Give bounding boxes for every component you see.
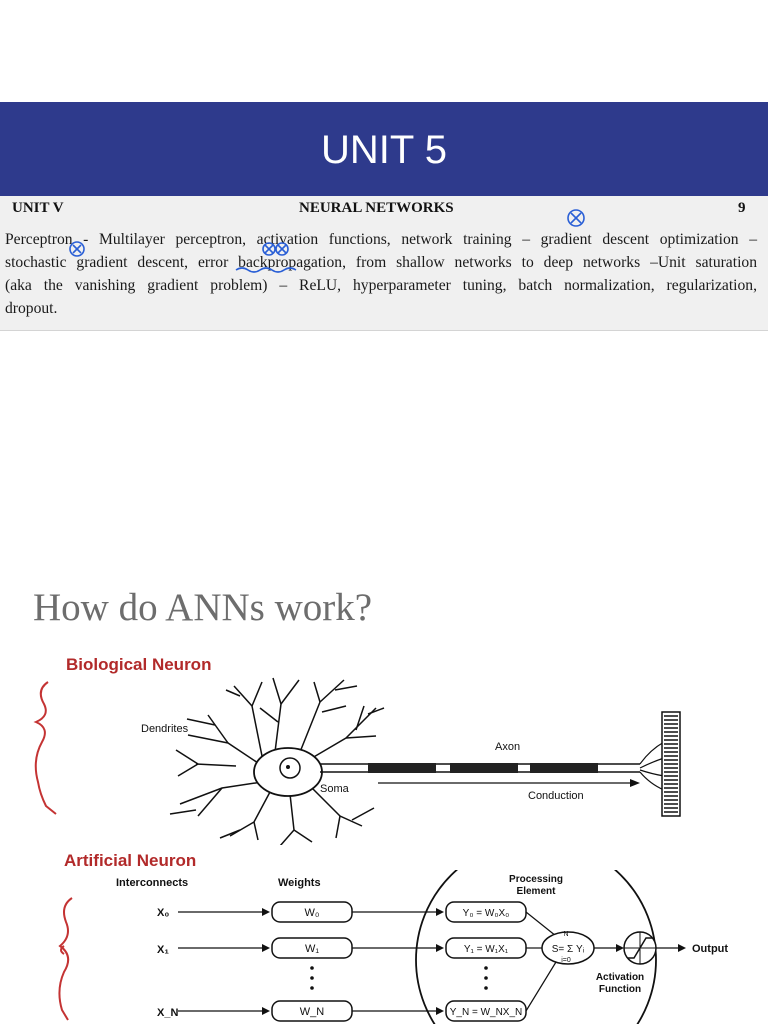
conduction-arrow [378, 779, 640, 787]
cross-mark-annotation [263, 243, 275, 255]
weight-w1: W₁ [304, 943, 320, 955]
syllabus-unit: UNIT V [12, 200, 64, 216]
red-brace-annotation [36, 682, 56, 814]
input-xn: X_N [157, 1007, 179, 1019]
dendrites-label: Dendrites [141, 723, 189, 735]
axon-terminals [640, 742, 664, 790]
biological-neuron-heading: Biological Neuron [66, 655, 212, 674]
syllabus-line: (aka the vanishing gradient problem) – ReLU, hyperparameter tuning, batch normalization, regularization, [5, 277, 757, 294]
input-row [157, 938, 526, 958]
soma-label: Soma [320, 783, 349, 795]
sum-lower-limit: i=0 [561, 957, 571, 964]
artificial-neuron-heading: Artificial Neuron [64, 851, 197, 870]
syllabus-subject: NEURAL NETWORKS [299, 200, 454, 216]
activation-function-node [624, 932, 656, 964]
weight-wn: W_N [299, 1006, 325, 1018]
weights-header: Weights [278, 877, 321, 889]
weight-w0: W₀ [304, 907, 320, 919]
input-x1: X₁ [157, 944, 169, 956]
banner-title: UNIT 5 [321, 128, 447, 172]
ellipsis-dots [310, 966, 488, 990]
squiggle-underline-annotation [236, 268, 296, 272]
red-brace-annotation [59, 898, 72, 1020]
cross-mark-annotation [276, 243, 288, 255]
axon-label: Axon [495, 741, 521, 753]
product-y1: Y₁ = W₁X₁ [463, 944, 509, 955]
input-row [157, 1001, 526, 1021]
activation-label-1: Activation [595, 972, 645, 983]
interconnects-header: Interconnects [116, 877, 189, 889]
processing-element-label-1: Processing [509, 874, 563, 885]
syllabus-line: stochastic gradient descent, error backpropagation, from shallow networks to deep networks –Unit saturation [5, 254, 757, 271]
muscle-comb [662, 712, 680, 816]
product-y0: Y₀ = W₀X₀ [462, 908, 510, 919]
syllabus-line: dropout. [5, 300, 58, 317]
syllabus-annotations [0, 196, 768, 330]
output-label: Output [692, 943, 729, 955]
activation-label-2: Function [598, 984, 642, 995]
cross-mark-annotation [70, 242, 84, 256]
syllabus-hours: 9 [738, 200, 746, 216]
sum-formula: S= Σ Yᵢ [551, 944, 585, 955]
syllabus-line: Perceptron - Multilayer perceptron, activation functions, network training – gradient descent optimization – [5, 231, 757, 248]
processing-element-label-2: Element [516, 886, 556, 897]
input-x0: X₀ [157, 907, 170, 919]
summation-arrows [526, 912, 556, 1011]
slide-title: How do ANNs work? [33, 586, 373, 629]
biological-neuron-diagram [0, 670, 768, 845]
sum-upper-limit: N [563, 931, 569, 938]
cross-mark-annotation [568, 210, 584, 226]
conduction-label: Conduction [528, 790, 584, 802]
soma [254, 748, 322, 796]
artificial-neuron-diagram [0, 870, 768, 1024]
product-yn: Y_N = W_NX_N [449, 1007, 523, 1018]
input-row [157, 902, 526, 922]
summation-node [542, 931, 594, 964]
